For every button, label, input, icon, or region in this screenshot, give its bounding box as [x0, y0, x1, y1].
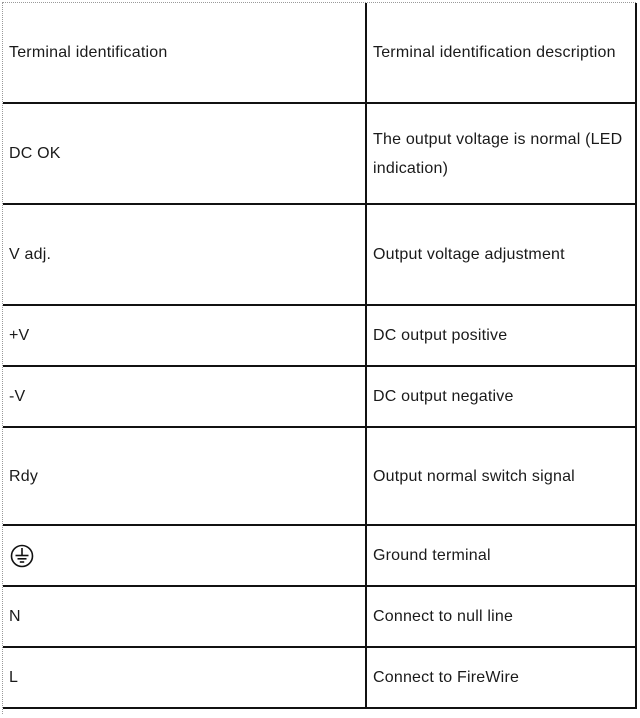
table-row — [3, 204, 636, 305]
description-cell: Ground terminal — [366, 525, 636, 586]
header-terminal: Terminal identification — [3, 3, 366, 103]
description-cell: Connect to null line — [366, 586, 636, 647]
terminal-cell — [3, 525, 366, 586]
description-cell: The output voltage is normal (LED indication) — [366, 103, 636, 204]
terminal-table — [3, 3, 637, 709]
terminal-cell: L — [3, 647, 366, 708]
description-cell: Connect to FireWire — [366, 647, 636, 708]
terminal-cell: -V — [3, 366, 366, 427]
terminal-cell: V adj. — [3, 204, 366, 305]
table-row — [3, 647, 636, 708]
description-cell: Output voltage adjustment — [366, 204, 636, 305]
table-row — [3, 103, 636, 204]
terminal-cell: DC OK — [3, 103, 366, 204]
table-row — [3, 305, 636, 366]
terminal-cell: N — [3, 586, 366, 647]
table-row — [3, 366, 636, 427]
terminal-cell: Rdy — [3, 427, 366, 525]
description-cell: DC output negative — [366, 366, 636, 427]
table-row — [3, 525, 636, 586]
header-description: Terminal identification description — [366, 3, 636, 103]
terminal-cell: +V — [3, 305, 366, 366]
description-cell: DC output positive — [366, 305, 636, 366]
table-row — [3, 586, 636, 647]
ground-icon — [10, 544, 34, 568]
description-cell: Output normal switch signal — [366, 427, 636, 525]
table-header-row — [3, 3, 636, 103]
table-row — [3, 427, 636, 525]
